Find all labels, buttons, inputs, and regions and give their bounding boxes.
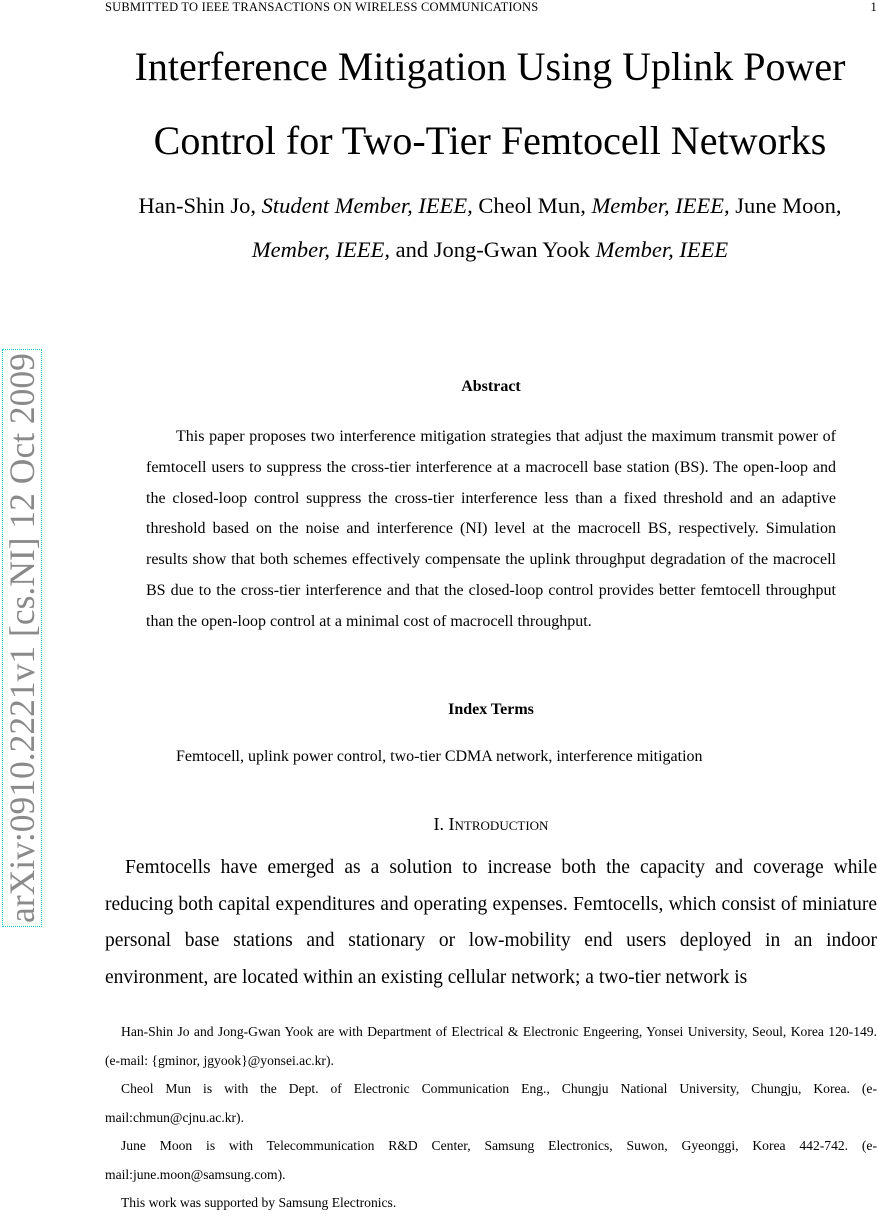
introduction-text: Femtocells have emerged as a solution to increase both the capacity and coverage while reducing both capital expenditures and operating expenses. Femtocells, which consist of miniature personal base stations and stationary or low-mobility end users deployed in an indoor environment, are located within an existing cellular network; a two-tier network is	[105, 857, 877, 988]
author-affiliation-role: Student Member, IEEE,	[261, 193, 473, 218]
index-terms-heading: Index Terms	[448, 701, 534, 718]
author-affiliation-role: Member, IEEE,	[251, 237, 390, 262]
footnote: This work was supported by Samsung Electronics.	[121, 1195, 397, 1210]
author-affiliation-role: Member, IEEE,	[591, 193, 730, 218]
arxiv-stamp	[2, 349, 42, 927]
abstract-text: This paper proposes two interference mitigation strategies that adjust the maximum transmit power of femtocell users to suppress the cross-tier interference at a macrocell base station (BS). The open-loop and the closed-loop control suppress the cross-tier interference less than a fixed threshold and an adaptive threshold based on the noise and interference (NI) level at the macrocell BS, respectively. Simulation results show that both schemes effectively compensate the uplink throughput degradation of the macrocell BS due to the cross-tier interference and that the closed-loop control provides better femtocell throughput than the open-loop control at a minimal cost of macrocell throughput.	[146, 428, 836, 630]
author-name: Han-Shin Jo,	[138, 193, 262, 218]
index-terms-text: Femtocell, uplink power control, two-tier CDMA network, interference mitigation	[176, 748, 703, 765]
section-heading	[105, 814, 877, 835]
abstract-heading: Abstract	[461, 378, 521, 395]
running-head	[105, 0, 877, 14]
footnotes	[105, 1018, 877, 1218]
footnote: June Moon is with Telecommunication R&D Center, Samsung Electronics, Suwon, Gyeonggi, Korea 442-742. (e-mail:june.moon@samsung.com).	[105, 1138, 877, 1182]
arxiv-stamp-text: arXiv:0910.2221v1 [cs.NI] 12 Oct 2009	[2, 353, 42, 923]
running-head-text: SUBMITTED TO IEEE TRANSACTIONS ON WIRELESS COMMUNICATIONS	[105, 0, 539, 14]
author-name: and Jong-Gwan Yook	[389, 237, 596, 262]
author-name: Cheol Mun,	[472, 193, 592, 218]
author-affiliation-role: Member, IEEE	[595, 237, 729, 262]
section-title: Introduction	[448, 814, 549, 834]
section-number: I.	[433, 814, 445, 834]
paper-title: Interference Mitigation Using Uplink Power Control for Two-Tier Femtocell Networks	[134, 44, 846, 163]
footnote: Han-Shin Jo and Jong-Gwan Yook are with Department of Electrical & Electronic Engeering, Yonsei University, Seoul, Korea 120-149. (e-mail: {gminor, jgyook}@yonsei.ac.kr).	[105, 1024, 877, 1068]
author-list	[120, 184, 860, 272]
footnote: Cheol Mun is with the Dept. of Electronic Communication Eng., Chungju National University, Chungju, Korea. (e-mail:chmun@cjnu.ac.kr).	[105, 1081, 877, 1125]
page-number: 1	[870, 0, 877, 14]
author-name: June Moon,	[729, 193, 842, 218]
